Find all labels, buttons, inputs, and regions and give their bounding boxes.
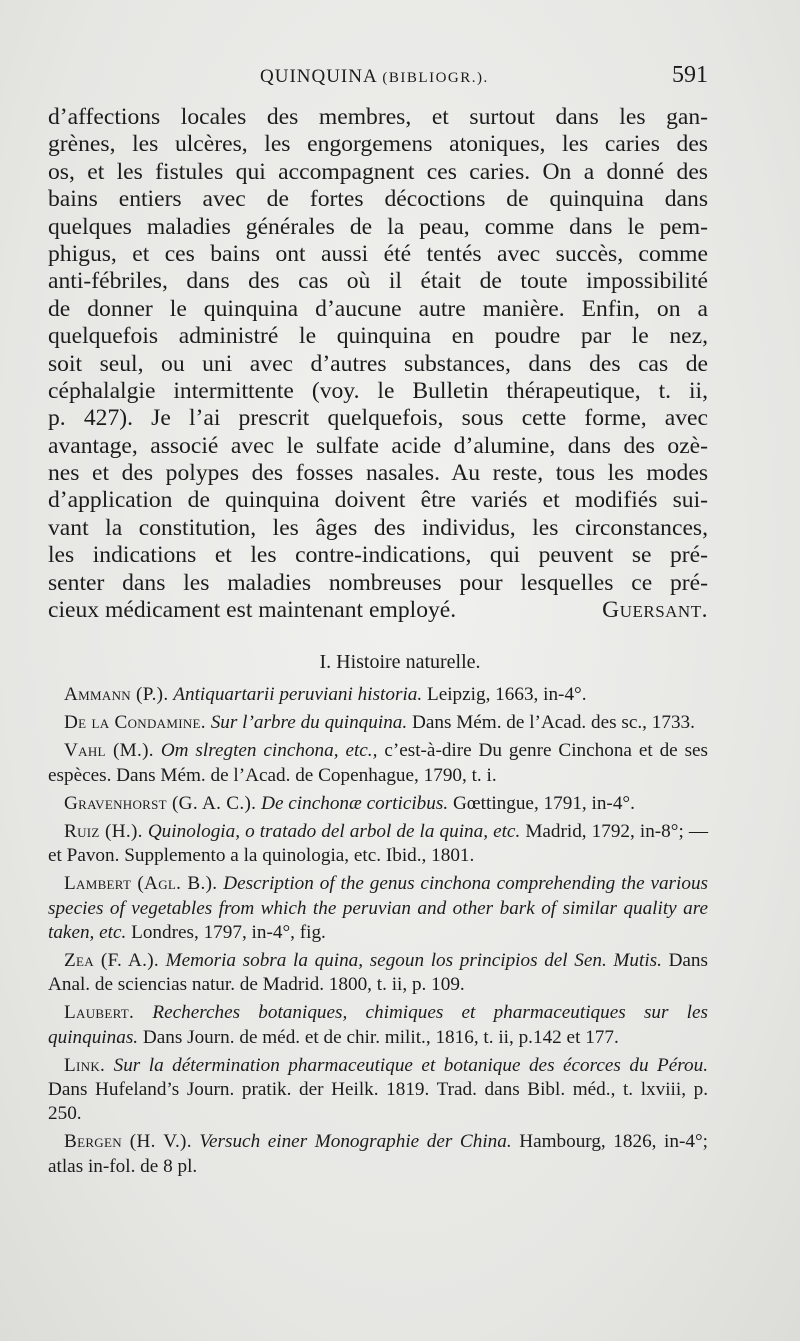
text-line: anti-fébriles, dans des cas où il était de toute impossibilité <box>48 268 708 295</box>
text-line: os, et les fistules qui accompagnent ces caries. On a donné des <box>48 158 708 185</box>
bibliography-entry <box>48 1001 708 1049</box>
bibliography-entry <box>48 949 708 997</box>
bibliography-entry <box>48 1054 708 1127</box>
section-heading: I. Histoire naturelle. <box>319 651 481 673</box>
entry-author: Ruiz (H.). <box>64 821 143 843</box>
bibliography-entry <box>48 792 708 816</box>
entry-author: Gravenhorst (G. A. C.). <box>64 792 257 814</box>
text-line: avantage, associé avec le sulfate acide d’alumine, dans des ozè- <box>48 432 708 459</box>
entry-title: Description of the genus cinchona comprehending the various species of vegetables from which the peruvian and other bark of similar quality are taken, etc. <box>48 873 709 943</box>
entry-details: Madrid, 1792, in-8°; — et Pavon. Supplemento a la quinologia, etc. Ibid., 1801. <box>48 821 709 867</box>
page-header <box>48 62 708 96</box>
entry-title: Antiquartarii peruviani historia. <box>173 684 423 705</box>
bibliography-entry <box>48 739 708 787</box>
author-signature: Guersant. <box>602 597 708 624</box>
entry-author: Bergen (H. V.). <box>64 1131 192 1153</box>
text-line: soit seul, ou uni avec d’autres substances, dans des cas de <box>48 350 708 377</box>
text-line: de donner le quinquina d’aucune autre manière. Enfin, on a <box>48 295 708 322</box>
text-line: d’application de quinquina doivent être variés et modifiés sui- <box>48 487 708 514</box>
running-head-title: QUINQUINA <box>260 66 377 87</box>
entry-title: Om slregten cinchona, etc., <box>160 740 378 762</box>
entry-author: Lambert (Agl. B.). <box>64 873 218 895</box>
text-line: d’affections locales des membres, et surtout dans les gan- <box>48 104 708 130</box>
entry-title: Quinologia, o tratado del arbol de la quina, etc. <box>147 821 521 843</box>
bibliography-entry <box>48 872 708 945</box>
entry-title: De cinchonæ corticibus. <box>261 792 449 814</box>
text-line: nes et des polypes des fosses nasales. Au reste, tous les modes <box>48 460 708 487</box>
entry-author: Ammann (P.). <box>64 684 169 705</box>
entry-details: Hambourg, 1826, in-4°; atlas in-fol. de 8 pl. <box>48 1131 708 1177</box>
text-line-last <box>48 597 708 624</box>
bibliography-entry <box>48 1130 708 1178</box>
entry-details: Gœttingue, 1791, in-4°. <box>452 792 635 814</box>
entry-title: Recherches botaniques, chimiques et pharmaceutiques sur les quinquinas. <box>48 1002 708 1048</box>
text-line: grènes, les ulcères, les engorgemens atoniques, les caries des <box>48 131 708 158</box>
running-head <box>260 66 489 88</box>
text-line: les indications et les contre-indications, qui peuvent se pré- <box>48 542 708 569</box>
entry-author: Link. <box>64 1054 106 1076</box>
entry-author: Vahl (M.). <box>64 740 154 762</box>
text-line: quelquefois administré le quinquina en poudre par le nez, <box>48 323 708 350</box>
entry-details: Dans Mém. de l’Acad. des sc., 1733. <box>411 712 695 734</box>
bibliography-list <box>48 683 708 1183</box>
text-line: phigus, et ces bains ont aussi été tentés avec succès, comme <box>48 240 708 267</box>
entry-title: Sur l’arbre du quinquina. <box>210 712 408 734</box>
text-line: quelques maladies générales de la peau, comme dans le pem- <box>48 213 708 240</box>
entry-author: De la Condamine. <box>64 712 206 734</box>
text-line: bains entiers avec de fortes décoctions de quinquina dans <box>48 186 708 213</box>
text-line: p. 427). Je l’ai prescrit quelquefois, sous cette forme, avec <box>48 405 708 432</box>
running-head-subtitle: (BIBLIOGR.). <box>382 70 489 86</box>
entry-details: Londres, 1797, in-4°, fig. <box>131 921 326 943</box>
bibliography-entry <box>48 683 708 707</box>
entry-author: Laubert. <box>64 1002 135 1024</box>
page-number: 591 <box>672 62 708 88</box>
entry-title: Sur la détermination pharmaceutique et botanique des écorces du Pérou. <box>113 1054 708 1076</box>
text-line: céphalalgie intermittente (voy. le Bulletin thérapeutique, t. ii, <box>48 377 708 404</box>
entry-title: Versuch einer Monographie der China. <box>199 1131 512 1153</box>
entry-details: c’est-à-dire Du genre Cinchona et de ses espèces. Dans Mém. de l’Acad. de Copenhague, 1790, t. i. <box>48 740 709 786</box>
bibliography-entry <box>48 711 708 735</box>
entry-title: Memoria sobra la quina, segoun los principios del Sen. Mutis. <box>165 950 662 972</box>
entry-details: Leipzig, 1663, in-4°. <box>426 684 587 705</box>
body-paragraph <box>48 104 708 624</box>
entry-details: Dans Anal. de sciencias natur. de Madrid. 1800, t. ii, p. 109. <box>48 950 708 996</box>
entry-details: Dans Journ. de méd. et de chir. milit., 1816, t. ii, p.142 et 177. <box>142 1026 619 1048</box>
entry-author: Zea (F. A.). <box>64 950 160 972</box>
text-line: senter dans les maladies nombreuses pour lesquelles ce pré- <box>48 569 708 596</box>
last-line-text: cieux médicament est maintenant employé. <box>48 597 457 624</box>
entry-details: Dans Hufeland’s Journ. pratik. der Heilk. 1819. Trad. dans Bibl. méd., t. lxviii, p. 250. <box>48 1079 708 1125</box>
text-line: vant la constitution, les âges des individus, les circonstances, <box>48 514 708 541</box>
bibliography-entry <box>48 820 708 868</box>
